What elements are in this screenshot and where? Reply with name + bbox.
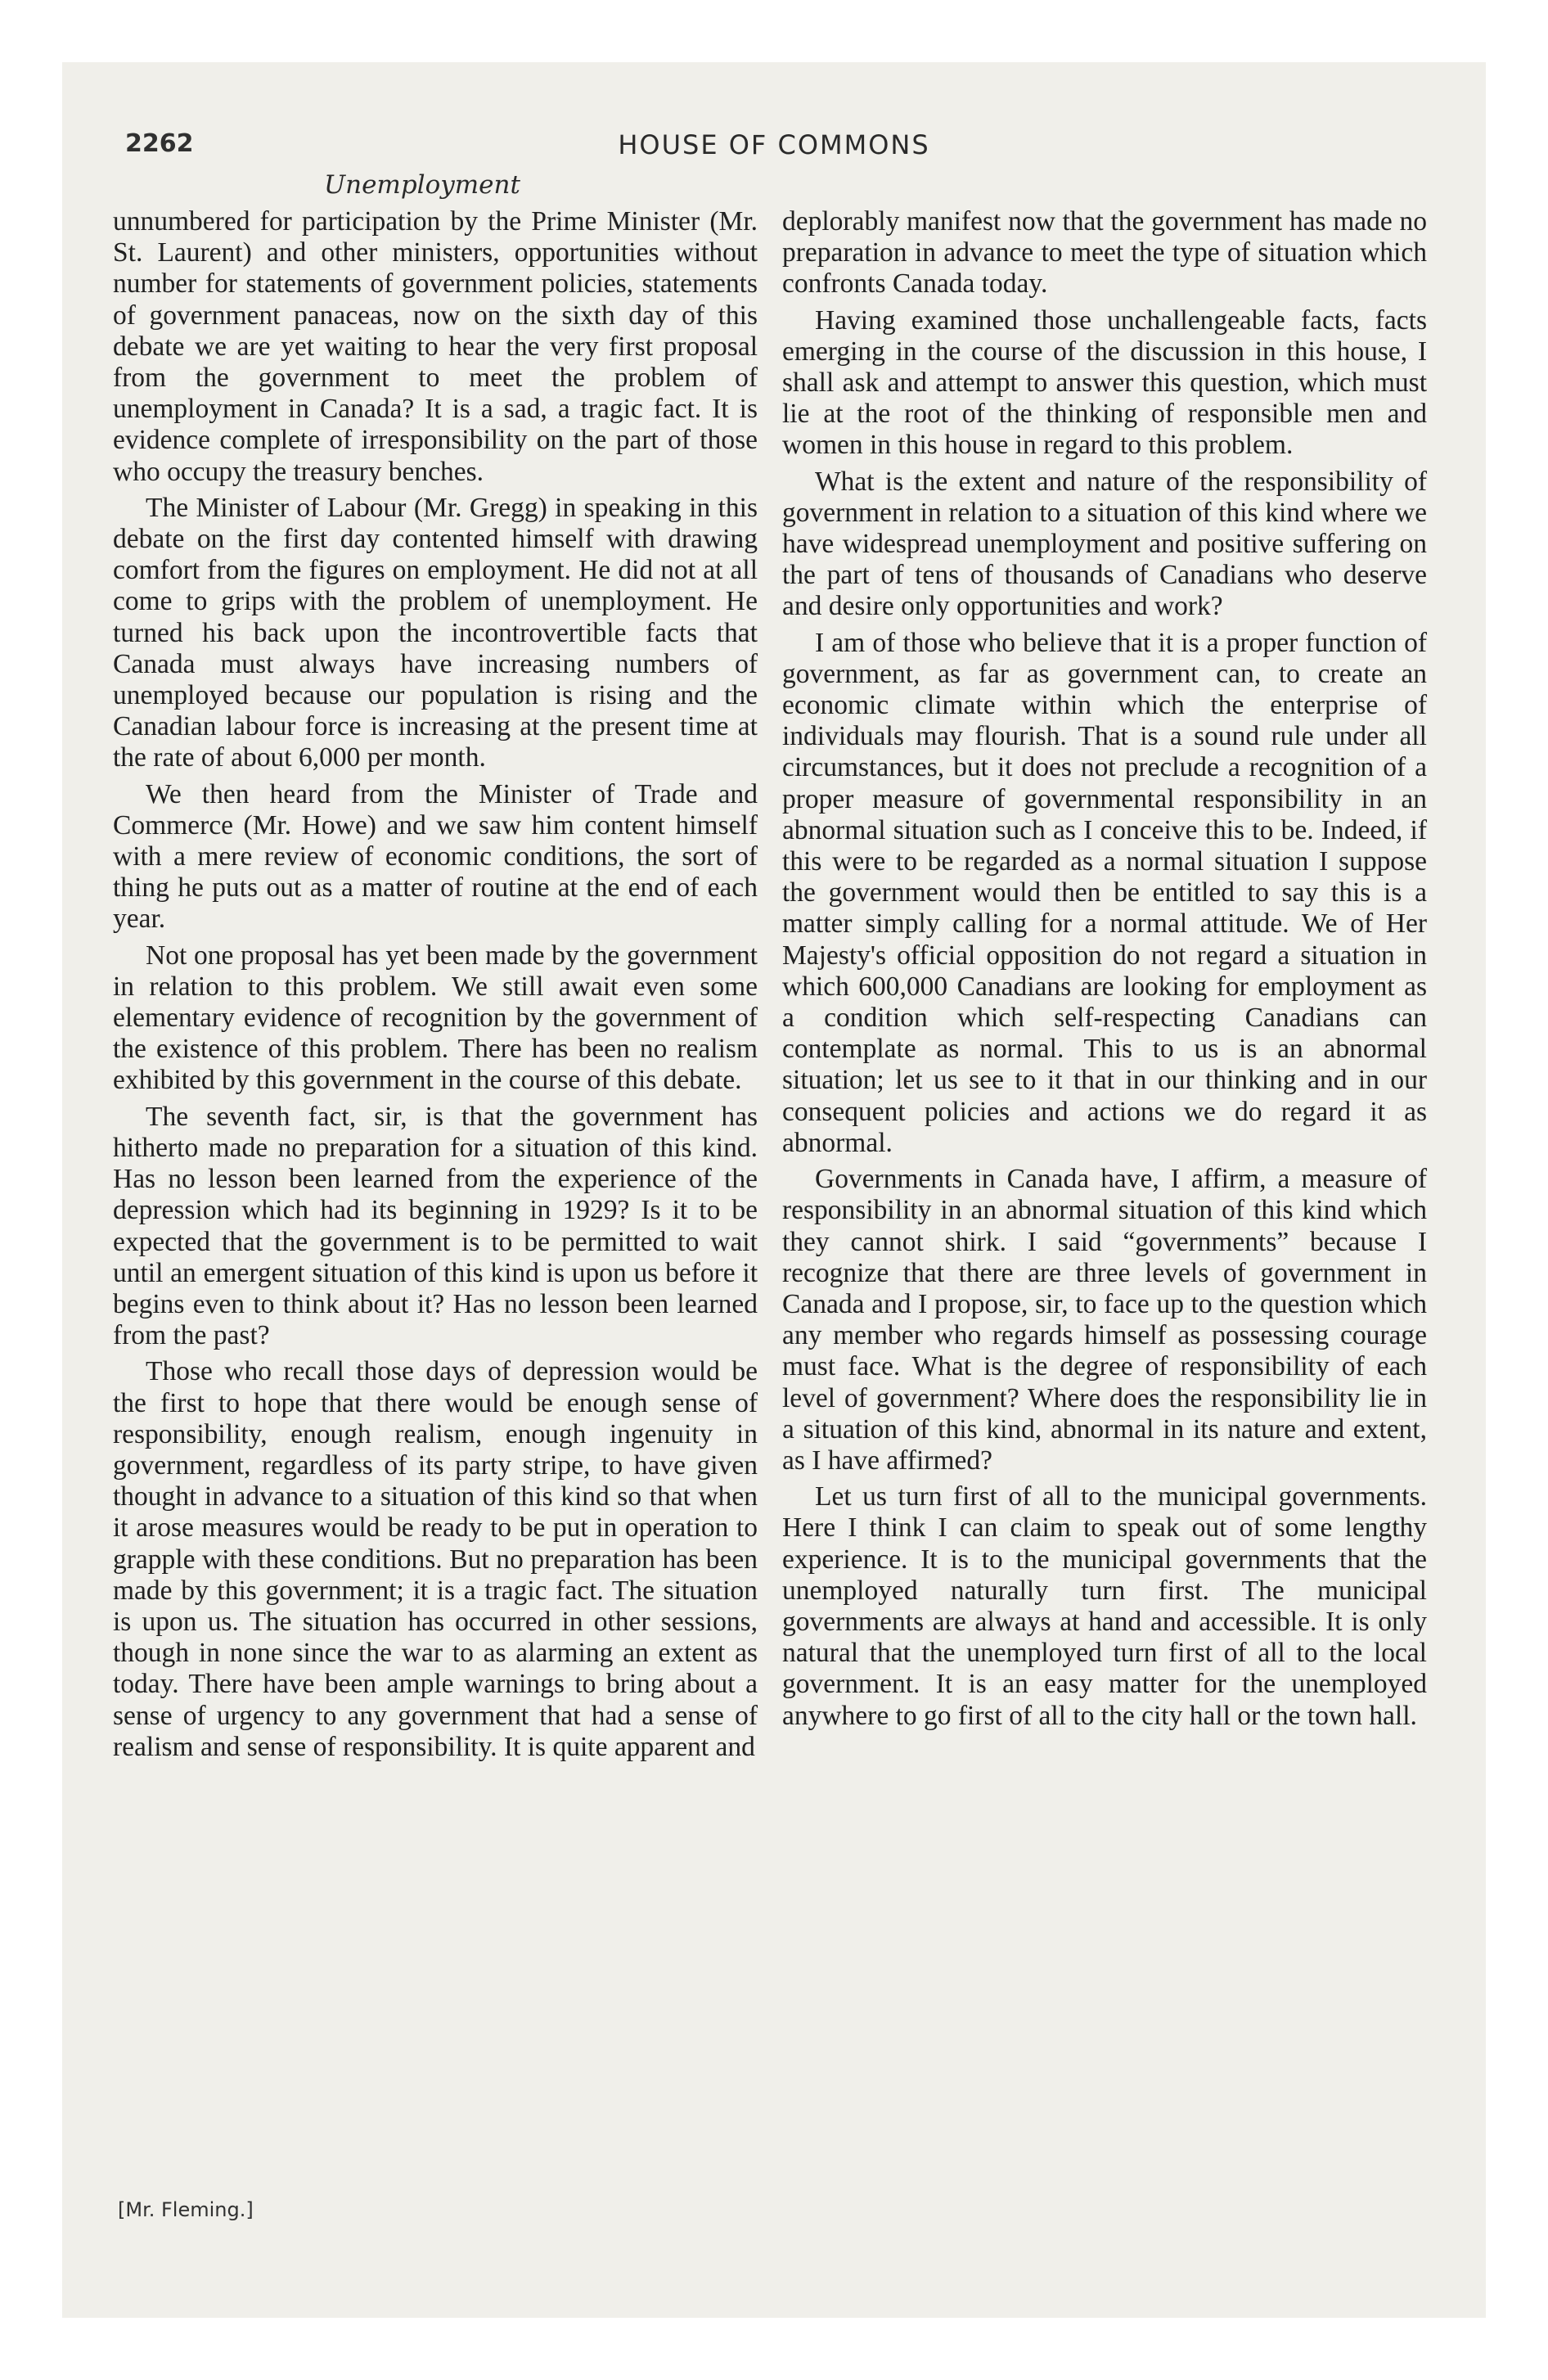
- paragraph: Let us turn first of all to the municipal governments. Here I think I can claim to speak out of some lengthy experience. It is to the municipal governments that the unemployed naturally turn first. The municipal governments are always at hand and accessible. It is only natural that the unemployed turn first of all to the local government. It is an easy matter for the unemployed anywhere to go first of all to the city hall or the town hall.: [782, 1481, 1427, 1731]
- hansard-page: [62, 62, 1486, 2318]
- page-header: [62, 129, 1486, 170]
- paragraph: The seventh fact, sir, is that the government has hitherto made no preparation for a situation of this kind. Has no lesson been learned from the experience of the depression which had its beginning in 1929? Is it to be expected that the government is to be permitted to wait until an emergent situation of this kind is upon us before it begins even to think about it? Has no lesson been learned from the past?: [113, 1101, 758, 1351]
- right-column: [782, 206, 1427, 1737]
- paragraph: The Minister of Labour (Mr. Gregg) in speaking in this debate on the first day contented himself with drawing comfort from the figures on employment. He did not at all come to grips with the problem of unemployment. He turned his back upon the incontrovertible facts that Canada must always have increasing numbers of unemployed because our population is rising and the Canadian labour force is increasing at the present time at the rate of about 6,000 per month.: [113, 492, 758, 773]
- paragraph: Those who recall those days of depression would be the first to hope that there would be enough sense of responsibility, enough realism, enough ingenuity in government, regardless of its party stripe, to have given thought in advance to a situation of this kind so that when it arose measures would be ready to be put in operation to grapple with these conditions. But no preparation has been made by this government; it is a tragic fact. The situation is upon us. The situation has occurred in other sessions, though in none since the war to as alarming an extent as today. There have been ample warnings to bring about a sense of urgency to any government that had a sense of realism and sense of responsibility. It is quite apparent and: [113, 1356, 758, 1762]
- paragraph: Having examined those unchallengeable facts, facts emerging in the course of the discussion in this house, I shall ask and attempt to answer this question, which must lie at the root of the thinking of responsible men and women in this house in regard to this problem.: [782, 304, 1427, 461]
- speaker-footer: [Mr. Fleming.]: [118, 2198, 254, 2221]
- paragraph: I am of those who believe that it is a proper function of government, as far as government can, to create an economic climate within which the enterprise of individuals may flourish. That is a sound rule under all circumstances, but it does not preclude a recognition of a proper measure of governmental responsibility in an abnormal situation such as I conceive this to be. Indeed, if this were to be regarded as a normal situation I suppose the government would then be entitled to say this is a matter simply calling for a normal attitude. We of Her Majesty's official opposition do not regard a situation in which 600,000 Canadians are looking for employment as a condition which self-respecting Canadians can contemplate as normal. This to us is an abnormal situation; let us see to it that in our thinking and in our consequent policies and actions we do regard it as abnormal.: [782, 627, 1427, 1158]
- paragraph: We then heard from the Minister of Trade and Commerce (Mr. Howe) and we saw him content himself with a mere review of economic conditions, the sort of thing he puts out as a matter of routine at the end of each year.: [113, 778, 758, 935]
- paragraph: Not one proposal has yet been made by the government in relation to this problem. We still await even some elementary evidence of recognition by the government of the existence of this problem. There has been no realism exhibited by this government in the course of this debate.: [113, 940, 758, 1096]
- paragraph: Governments in Canada have, I affirm, a measure of responsibility in an abnormal situation of this kind which they cannot shirk. I said “governments” because I recognize that there are three levels of government in Canada and I propose, sir, to face up to the question which any member who regards himself as possessing courage must face. What is the degree of responsibility of each level of government? Where does the responsibility lie in a situation of this kind, abnormal in its nature and extent, as I have affirmed?: [782, 1164, 1427, 1476]
- left-column: [113, 206, 758, 1768]
- paragraph: unnumbered for participation by the Prime Minister (Mr. St. Laurent) and other ministers, opportunities without number for statements of government policies, statements of government panaceas, now on the sixth day of this debate we are yet waiting to hear the very first proposal from the government to meet the problem of unemployment in Canada? It is a sad, a tragic fact. It is evidence complete of irresponsibility on the part of those who occupy the treasury benches.: [113, 206, 758, 487]
- paragraph: What is the extent and nature of the responsibility of government in relation to a situation of this kind where we have widespread unemployment and positive suffering on the part of tens of thousands of Canadians who deserve and desire only opportunities and work?: [782, 466, 1427, 622]
- page-number: 2262: [125, 129, 194, 158]
- paragraph: deplorably manifest now that the government has made no preparation in advance to meet the type of situation which confronts Canada today.: [782, 206, 1427, 300]
- subject-heading: Unemployment: [324, 170, 520, 200]
- running-head: HOUSE OF COMMONS: [618, 129, 930, 160]
